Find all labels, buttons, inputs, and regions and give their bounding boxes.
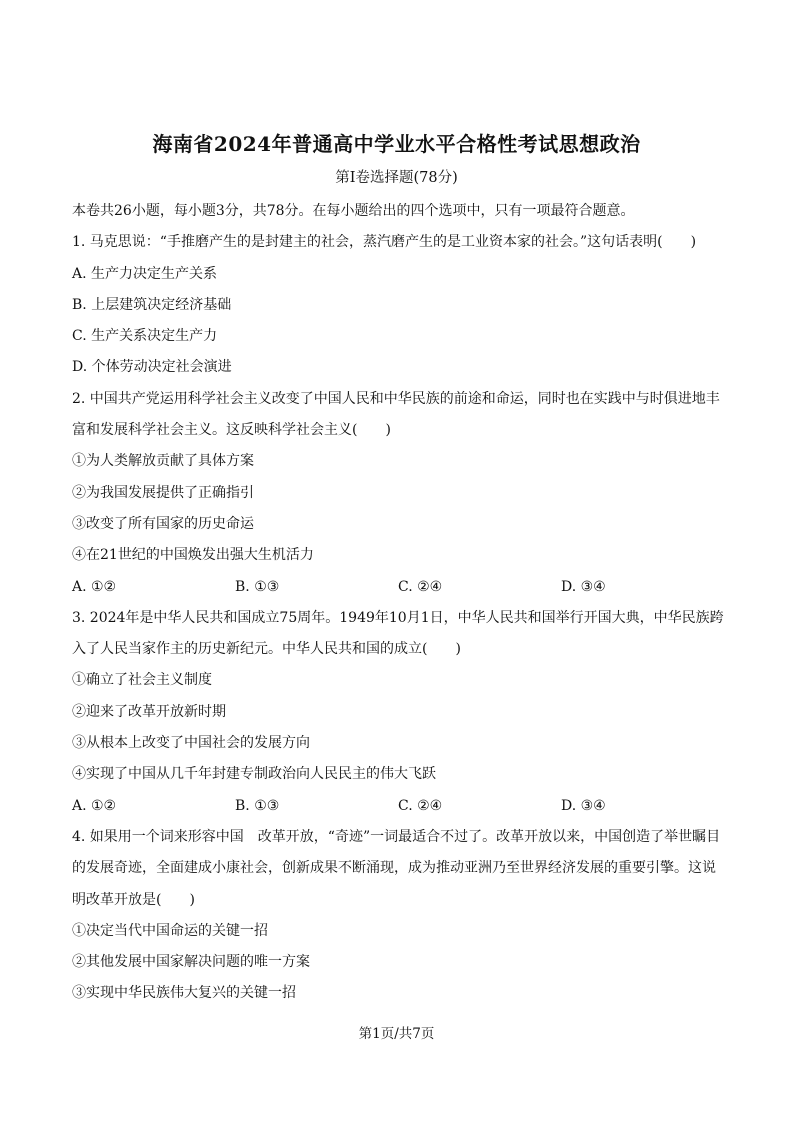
question-2-item-4: ④在21世纪的中国焕发出强大生机活力 — [72, 547, 314, 564]
question-content — [72, 196, 728, 1010]
question-2-choice-d: D. ③④ — [561, 578, 606, 595]
question-2-choice-c: C. ②④ — [398, 578, 443, 595]
instructions: 本卷共26小题，每小题3分，共78分。在每小题给出的四个选项中，只有一项最符合题意。 — [72, 203, 635, 219]
question-2-item-2: ②为我国发展提供了正确指引 — [72, 484, 254, 501]
question-3-stem-line-2: 入了人民当家作主的历史新纪元。中华人民共和国的成立( ) — [72, 641, 461, 658]
question-2-choice-b: B. ①③ — [235, 578, 280, 595]
question-3-item-3: ③从根本上改变了中国社会的发展方向 — [72, 735, 310, 752]
question-4-stem-line-3: 明改革开放是( ) — [72, 891, 195, 908]
question-3-choice-a: A. ①② — [72, 797, 117, 814]
question-4-item-1: ①决定当代中国命运的关键一招 — [72, 922, 268, 939]
section-heading: 第I卷选择题(78分) — [335, 170, 458, 186]
page-title: 海南省2024年普通高中学业水平合格性考试思想政治 — [152, 132, 641, 156]
question-3-item-1: ①确立了社会主义制度 — [72, 672, 212, 689]
question-2-choice-a: A. ①② — [72, 578, 117, 595]
question-3-item-4: ④实现了中国从几千年封建专制政治向人民民主的伟大飞跃 — [72, 766, 436, 783]
question-1-option-a: A. 生产力决定生产关系 — [72, 265, 218, 282]
question-1-stem: 1. 马克思说：“手推磨产生的是封建主的社会，蒸汽磨产生的是工业资本家的社会。”这句话表明( ) — [72, 234, 697, 251]
question-3-stem-line-1: 3. 2024年是中华人民共和国成立75周年。1949年10月1日，中华人民共和国举行开国大典，中华民族跨 — [72, 609, 724, 626]
question-4-item-2: ②其他发展中国家解决问题的唯一方案 — [72, 954, 310, 971]
question-2-item-1: ①为人类解放贡献了具体方案 — [72, 453, 254, 470]
question-4-stem-line-2: 的发展奇迹，全面建成小康社会，创新成果不断涌现，成为推动亚洲乃至世界经济发展的重要引擎。这说 — [72, 860, 716, 877]
question-1-option-d: D. 个体劳动决定社会演进 — [72, 359, 232, 376]
question-4-item-3: ③实现中华民族伟大复兴的关键一招 — [72, 985, 296, 1002]
question-2-stem-line-1: 2. 中国共产党运用科学社会主义改变了中国人民和中华民族的前途和命运，同时也在实践中与时俱进地丰 — [72, 390, 720, 407]
question-3-item-2: ②迎来了改革开放新时期 — [72, 703, 226, 720]
question-3-choice-b: B. ①③ — [235, 797, 280, 814]
question-1-option-b: B. 上层建筑决定经济基础 — [72, 296, 232, 313]
question-2-item-3: ③改变了所有国家的历史命运 — [72, 515, 254, 532]
question-4-stem-line-1: 4. 如果用一个词来形容中国 改革开放，“奇迹”一词最适合不过了。改革开放以来，中国创造了举世瞩目 — [72, 828, 721, 845]
question-3-choice-c: C. ②④ — [398, 797, 443, 814]
question-2-choices — [72, 572, 728, 603]
question-3-choice-d: D. ③④ — [561, 797, 606, 814]
question-3-choices — [72, 791, 728, 822]
question-2-stem-line-2: 富和发展科学社会主义。这反映科学社会主义( ) — [72, 422, 391, 439]
question-1-option-c: C. 生产关系决定生产力 — [72, 328, 218, 345]
page-footer: 第1页/共7页 — [358, 1026, 435, 1042]
